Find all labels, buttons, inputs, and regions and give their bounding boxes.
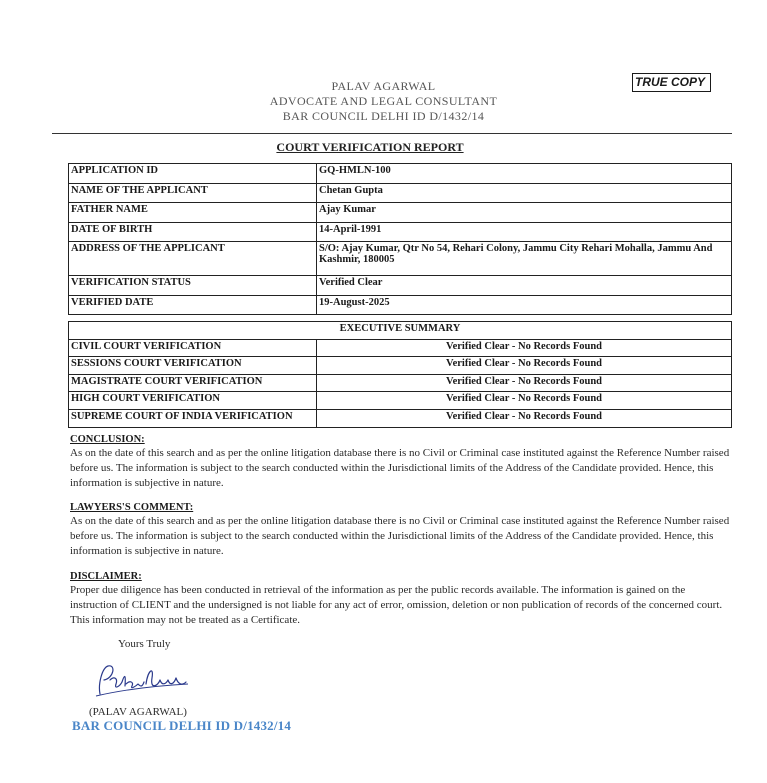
header-divider xyxy=(52,133,732,134)
lawyers-comment-text: As on the date of this search and as per the online litigation database there is no Civil or Criminal case instituted against the Reference Number raised before us. The information is subject to the search conducted within the Jurisdictional limits of the Address of the Candidate provided. Hence, this information is subjective in nature. xyxy=(70,515,730,558)
disclaimer-heading: DISCLAIMER: xyxy=(70,571,142,582)
info-row xyxy=(69,295,732,315)
summary-row xyxy=(69,339,732,357)
summary-label: MAGISTRATE COURT VERIFICATION xyxy=(69,374,317,392)
summary-result: Verified Clear - No Records Found xyxy=(317,374,732,392)
advocate-role: ADVOCATE AND LEGAL CONSULTANT xyxy=(269,94,498,108)
info-row xyxy=(69,242,732,276)
lawyers-comment-heading: LAWYERS'S COMMENT: xyxy=(70,502,194,513)
info-label: VERIFIED DATE xyxy=(69,295,317,315)
lawyers-comment-section xyxy=(70,501,730,560)
summary-label: SUPREME COURT OF INDIA VERIFICATION xyxy=(69,409,317,427)
info-row xyxy=(69,203,732,223)
info-row xyxy=(69,164,732,184)
handwritten-signature xyxy=(92,656,192,702)
summary-result: Verified Clear - No Records Found xyxy=(317,409,732,427)
info-value: GQ-HMLN-100 xyxy=(317,164,732,184)
info-label: VERIFICATION STATUS xyxy=(69,276,317,296)
disclaimer-section xyxy=(70,570,730,629)
signatory-name: (PALAV AGARWAL) xyxy=(89,706,187,718)
signatory-bar-id: BAR COUNCIL DELHI ID D/1432/14 xyxy=(72,718,292,733)
applicant-info-table xyxy=(68,163,732,315)
info-value: Ajay Kumar xyxy=(317,203,732,223)
info-value: 19-August-2025 xyxy=(317,295,732,315)
closing-salutation: Yours Truly xyxy=(118,638,171,650)
info-label: DATE OF BIRTH xyxy=(69,222,317,242)
report-title: COURT VERIFICATION REPORT xyxy=(276,140,464,154)
summary-row xyxy=(69,392,732,410)
conclusion-heading: CONCLUSION: xyxy=(70,434,145,445)
conclusion-section xyxy=(70,433,730,492)
info-value: S/O: Ajay Kumar, Qtr No 54, Rehari Colony, Jammu City Rehari Mohalla, Jammu And Kashmir, 180005 xyxy=(317,242,732,276)
advocate-bar-id: BAR COUNCIL DELHI ID D/1432/14 xyxy=(282,109,485,123)
summary-row xyxy=(69,357,732,375)
info-label: NAME OF THE APPLICANT xyxy=(69,183,317,203)
info-label: ADDRESS OF THE APPLICANT xyxy=(69,242,317,276)
info-value: Verified Clear xyxy=(317,276,732,296)
summary-row xyxy=(69,374,732,392)
info-value: Chetan Gupta xyxy=(317,183,732,203)
info-label: FATHER NAME xyxy=(69,203,317,223)
info-value: 14-April-1991 xyxy=(317,222,732,242)
info-row xyxy=(69,222,732,242)
info-row xyxy=(69,183,732,203)
summary-result: Verified Clear - No Records Found xyxy=(317,339,732,357)
conclusion-text: As on the date of this search and as per the online litigation database there is no Civil or Criminal case instituted against the Reference Number raised before us. The information is subject to the search conducted within the Jurisdictional limits of the Address of the Candidate provided. Hence, this information is subjective in nature. xyxy=(70,447,730,490)
summary-label: CIVIL COURT VERIFICATION xyxy=(69,339,317,357)
summary-result: Verified Clear - No Records Found xyxy=(317,392,732,410)
summary-label: HIGH COURT VERIFICATION xyxy=(69,392,317,410)
executive-summary-table xyxy=(68,321,732,428)
executive-summary-title: EXECUTIVE SUMMARY xyxy=(69,322,732,340)
advocate-name: PALAV AGARWAL xyxy=(331,79,436,93)
summary-result: Verified Clear - No Records Found xyxy=(317,357,732,375)
info-row xyxy=(69,276,732,296)
disclaimer-text: Proper due diligence has been conducted in retrieval of the information as per the public records available. The information is gained on the instruction of CLIENT and the undersigned is not liable for any act of error, omission, deletion or non publication of records of the concerned court. This information may not be treated as a Certificate. xyxy=(70,584,723,627)
true-copy-stamp: TRUE COPY xyxy=(632,73,711,92)
summary-row xyxy=(69,409,732,427)
summary-label: SESSIONS COURT VERIFICATION xyxy=(69,357,317,375)
info-label: APPLICATION ID xyxy=(69,164,317,184)
